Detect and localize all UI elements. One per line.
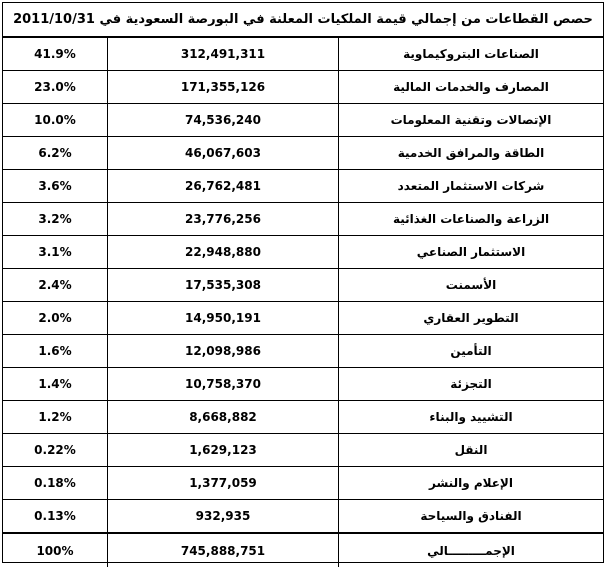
share-cell: 0.22% (3, 434, 108, 467)
data-table (3, 38, 603, 567)
total-share-cell: 100% (3, 533, 108, 567)
share-cell: 6.2% (3, 137, 108, 170)
table-row (3, 236, 603, 269)
value-cell: 23,776,256 (108, 203, 339, 236)
share-cell: 10.0% (3, 104, 108, 137)
table-row (3, 302, 603, 335)
sector-cell: التأمين (339, 335, 604, 368)
total-value-cell: 745,888,751 (108, 533, 339, 567)
sector-cell: التشييد والبناء (339, 401, 604, 434)
share-cell: 23.0% (3, 71, 108, 104)
table-row (3, 104, 603, 137)
sector-cell: النقل (339, 434, 604, 467)
sector-cell: الإعلام والنشر (339, 467, 604, 500)
sector-cell: الزراعة والصناعات الغذائية (339, 203, 604, 236)
value-cell: 74,536,240 (108, 104, 339, 137)
total-label-cell: الإجمـــــــــالي (339, 533, 604, 567)
share-cell: 3.2% (3, 203, 108, 236)
share-cell: 1.4% (3, 368, 108, 401)
value-cell: 46,067,603 (108, 137, 339, 170)
sector-cell: شركات الاستثمار المتعدد (339, 170, 604, 203)
value-cell: 1,377,059 (108, 467, 339, 500)
table-title: حصص القطاعات من إجمالي قيمة الملكيات المعلنة في البورصة السعودية في 2011/10/31 (3, 3, 603, 38)
sector-cell: الاستثمار الصناعي (339, 236, 604, 269)
sector-cell: الصناعات البتروكيماوية (339, 38, 604, 71)
value-cell: 171,355,126 (108, 71, 339, 104)
table-row (3, 434, 603, 467)
value-cell: 10,758,370 (108, 368, 339, 401)
sector-cell: التطوير العقاري (339, 302, 604, 335)
value-cell: 1,629,123 (108, 434, 339, 467)
table-row (3, 368, 603, 401)
table-row (3, 71, 603, 104)
sector-cell: المصارف والخدمات المالية (339, 71, 604, 104)
sector-cell: الأسمنت (339, 269, 604, 302)
sector-cell: الطاقة والمرافق الخدمية (339, 137, 604, 170)
share-cell: 3.1% (3, 236, 108, 269)
table-row (3, 137, 603, 170)
value-cell: 932,935 (108, 500, 339, 534)
table-row (3, 170, 603, 203)
value-cell: 17,535,308 (108, 269, 339, 302)
share-cell: 3.6% (3, 170, 108, 203)
share-cell: 2.4% (3, 269, 108, 302)
table-row (3, 335, 603, 368)
value-cell: 14,950,191 (108, 302, 339, 335)
share-cell: 2.0% (3, 302, 108, 335)
table-row (3, 38, 603, 71)
sector-holdings-table (2, 2, 604, 563)
table-row (3, 500, 603, 534)
value-cell: 26,762,481 (108, 170, 339, 203)
share-cell: 0.13% (3, 500, 108, 534)
table-row (3, 269, 603, 302)
sector-cell: التجزئة (339, 368, 604, 401)
table-row (3, 401, 603, 434)
share-cell: 1.6% (3, 335, 108, 368)
table-row (3, 467, 603, 500)
share-cell: 1.2% (3, 401, 108, 434)
value-cell: 12,098,986 (108, 335, 339, 368)
value-cell: 22,948,880 (108, 236, 339, 269)
table-row (3, 203, 603, 236)
value-cell: 8,668,882 (108, 401, 339, 434)
sector-cell: الإتصالات وتقنية المعلومات (339, 104, 604, 137)
value-cell: 312,491,311 (108, 38, 339, 71)
sector-cell: الفنادق والسياحة (339, 500, 604, 534)
share-cell: 0.18% (3, 467, 108, 500)
total-row (3, 533, 603, 567)
share-cell: 41.9% (3, 38, 108, 71)
